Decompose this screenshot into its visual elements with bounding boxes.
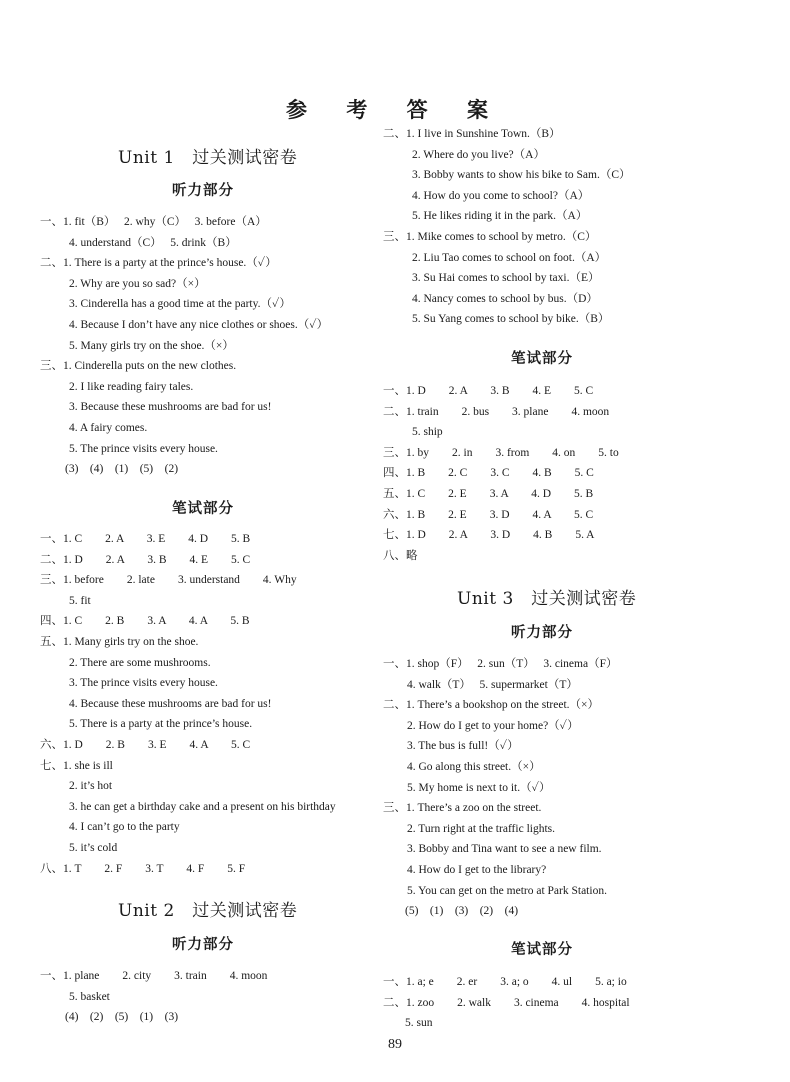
answer-line: 七、1. D 2. A 3. D 4. B 5. A [383,529,595,542]
unit2-writing-answers [383,381,619,566]
answer-line: 2. Liu Tao comes to school on foot.（A） [412,251,607,264]
answer-line: 二、1. D 2. A 3. B 4. E 5. C [40,553,251,566]
answer-line: 三、1. before 2. late 3. understand 4. Why [40,574,297,587]
answer-line: 2. There are some mushrooms. [69,656,211,669]
answer-line: 2. Why are you so sad?（×） [69,277,206,290]
answer-line: 五、1. C 2. E 3. A 4. D 5. B [383,487,594,500]
unit1-writing-title: 笔试部分 [172,501,234,517]
answer-line: 四、1. B 2. C 3. C 4. B 5. C [383,467,594,480]
answer-line: 一、1. fit（B） 2. why（C） 3. before（A） [40,216,267,228]
answer-line: 4. How do you come to school?（A） [412,189,590,202]
unit2-writing-title: 笔试部分 [511,351,573,367]
answer-line: 二、1. train 2. bus 3. plane 4. moon [383,405,610,418]
answer-line: 3. The bus is full!（✓） [407,740,519,753]
answer-line: 二、1. I live in Sunshine Town.（B） [383,128,561,140]
answer-line: 5. Su Yang comes to school by bike.（B） [412,313,610,326]
page-title: 参 考 答 案 [286,97,504,122]
answer-line: 2. I like reading fairy tales. [69,380,194,393]
answer-line: 三、1. by 2. in 3. from 4. on 5. to [383,446,619,459]
answer-line: 3. Bobby wants to show his bike to Sam.（C） [412,169,631,182]
answer-line: 一、1. C 2. A 3. E 4. D 5. B [40,533,251,545]
answer-line: 5. fit [69,594,91,607]
unit1-title: Unit 1 过关测试密卷 [118,148,298,168]
answer-line: 3. The prince visits every house. [69,677,218,690]
answer-line: 4. Nancy comes to school by bus.（D） [412,292,598,305]
answer-line: 三、1. Mike comes to school by metro.（C） [383,230,597,243]
answer-line: 六、1. B 2. E 3. D 4. A 5. C [383,508,594,521]
answer-line: 三、1. Cinderella puts on the new clothes. [40,360,237,373]
answer-line: 六、1. D 2. B 3. E 4. A 5. C [40,738,251,751]
answer-line: 4. How do I get to the library? [407,863,547,876]
answer-line: 2. Turn right at the traffic lights. [407,822,556,835]
answer-line: 5. sun [405,1017,433,1030]
answer-line: 5. My home is next to it.（✓） [407,781,551,794]
answer-line: 一、1. D 2. A 3. B 4. E 5. C [383,385,594,397]
unit2-listening-answers-right [383,124,631,330]
answer-line: 5. basket [69,990,110,1003]
answer-line: 七、1. she is ill [40,759,113,772]
answer-line: 4. I can’t go to the party [69,821,180,834]
answer-line: 四、1. C 2. B 3. A 4. A 5. B [40,615,250,628]
answer-line: 二、1. zoo 2. walk 3. cinema 4. hospital [383,996,630,1009]
unit1-listening-title: 听力部分 [172,183,234,199]
answer-line: 5. There is a party at the prince’s house. [69,718,253,731]
answer-line: 5. it’s cold [69,841,118,854]
answer-line: 八、1. T 2. F 3. T 4. F 5. F [40,862,246,875]
answer-line: 4. Go along this street.（×） [407,760,541,773]
answer-line: 3. he can get a birthday cake and a present on his birthday [69,800,336,813]
answer-line: 4. understand（C） 5. drink（B） [69,236,237,249]
unit3-title: Unit 3 过关测试密卷 [457,589,637,609]
unit2-listening-title: 听力部分 [172,937,234,953]
answer-line: 5. You can get on the metro at Park Station. [407,884,607,897]
answer-line: 4. Because these mushrooms are bad for us! [69,697,272,710]
answer-line: 一、1. a; e 2. er 3. a; o 4. ul 5. a; io [383,976,627,988]
answer-line: 2. Where do you live?（A） [412,148,545,161]
unit3-listening-answers [383,654,617,922]
answer-line: 4. walk（T） 5. supermarket（T） [407,678,578,691]
answer-line: 5. He likes riding it in the park.（A） [412,210,588,223]
answer-line: 一、1. plane 2. city 3. train 4. moon [40,970,268,982]
answer-line: 八、略 [383,549,418,562]
answer-line: 2. it’s hot [69,780,113,793]
answer-line: 五、1. Many girls try on the shoe. [40,635,199,648]
unit2-listening-answers-left [40,966,267,1028]
answer-line: (4) (2) (5) (1) (3) [65,1011,179,1024]
unit2-title: Unit 2 过关测试密卷 [118,901,298,921]
unit3-writing-answers [383,972,630,1034]
answer-line: 3. Cinderella has a good time at the party.（✓） [69,298,291,311]
answer-line: 一、1. shop（F） 2. sun（T） 3. cinema（F） [383,658,618,670]
answer-line: 3. Because these mushrooms are bad for us! [69,401,272,414]
answer-line: (3) (4) (1) (5) (2) [65,463,179,476]
answer-line: 3. Su Hai comes to school by taxi.（E） [412,272,600,285]
answer-line: 三、1. There’s a zoo on the street. [383,802,542,815]
answer-line: 5. Many girls try on the shoe.（×） [69,339,234,352]
unit3-listening-title: 听力部分 [511,625,573,641]
answer-line: 2. How do I get to your home?（✓） [407,719,579,732]
answer-line: 二、1. There’s a bookshop on the street.（×） [383,699,600,712]
answer-line: (5) (1) (3) (2) (4) [405,905,519,918]
page-number: 89 [388,1037,402,1052]
answer-line: 4. A fairy comes. [69,421,148,434]
unit1-listening-answers [40,212,328,480]
answer-line: 二、1. There is a party at the prince’s house.（✓） [40,257,277,270]
answer-line: 5. The prince visits every house. [69,442,218,455]
unit3-writing-title: 笔试部分 [511,942,573,958]
unit1-writing-answers [40,529,336,879]
answer-line: 3. Bobby and Tina want to see a new film. [407,843,602,856]
answer-line: 5. ship [412,426,443,439]
answer-line: 4. Because I don’t have any nice clothes or shoes.（✓） [69,318,329,331]
